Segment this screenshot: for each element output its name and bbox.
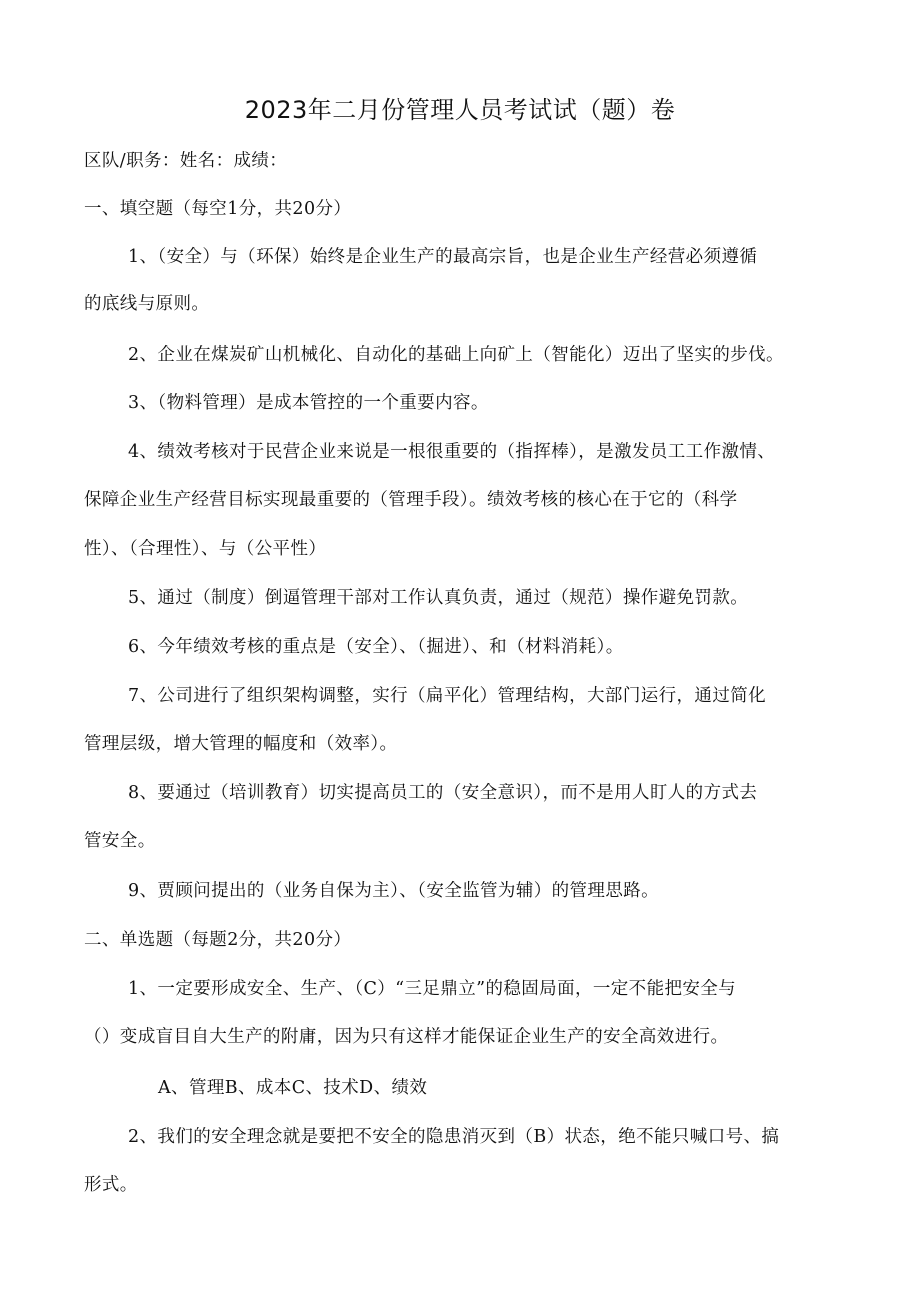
question-2-2-line-1: 2、我们的安全理念就是要把不安全的隐患消灭到（B）状态，绝不能只喊口号、搞 xyxy=(128,1127,780,1147)
question-1-2: 2、企业在煤炭矿山机械化、自动化的基础上向矿上（智能化）迈出了坚实的步伐。 xyxy=(128,345,784,365)
question-1-7-line-2: 管理层级，增大管理的幅度和（效率）。 xyxy=(84,734,398,754)
question-1-1-line-1: 1、（安全）与（环保）始终是企业生产的最高宗旨，也是企业生产经营必须遵循 xyxy=(128,247,758,267)
section-2-heading: 二、单选题（每题2分，共20分） xyxy=(84,930,352,950)
question-1-9: 9、贾顾问提出的（业务自保为主）、（安全监管为辅）的管理思路。 xyxy=(128,881,660,901)
question-1-4-line-1: 4、绩效考核对于民营企业来说是一根很重要的（指挥棒），是激发员工工作激情、 xyxy=(128,442,776,462)
question-1-1-line-2: 的底线与原则。 xyxy=(84,294,210,314)
header-info: 区队/职务：姓名：成绩： xyxy=(84,151,288,171)
question-2-2-line-2: 形式。 xyxy=(84,1175,138,1195)
question-1-3: 3、（物料管理）是成本管控的一个重要内容。 xyxy=(128,393,489,413)
question-1-7-line-1: 7、公司进行了组织架构调整，实行（扁平化）管理结构，大部门运行，通过简化 xyxy=(128,686,767,706)
question-2-1-line-1: 1、一定要形成安全、生产、（C）“三足鼎立”的稳固局面，一定不能把安全与 xyxy=(128,979,737,999)
question-1-5: 5、通过（制度）倒逼管理干部对工作认真负责，通过（规范）操作避免罚款。 xyxy=(128,588,749,608)
question-1-6: 6、今年绩效考核的重点是（安全）、（掘进）、和（材料消耗）。 xyxy=(128,637,624,657)
exam-title: 2023年二月份管理人员考试试（题）卷 xyxy=(244,96,676,124)
section-1-heading: 一、填空题（每空1分，共20分） xyxy=(84,199,352,219)
question-1-4-line-3: 性）、（合理性）、与（公平性） xyxy=(84,539,327,559)
question-2-1-line-2: （）变成盲目自大生产的附庸，因为只有这样才能保证企业生产的安全高效进行。 xyxy=(84,1027,729,1047)
question-1-8-line-1: 8、要通过（培训教育）切实提高员工的（安全意识），而不是用人盯人的方式去 xyxy=(128,783,758,803)
question-1-4-line-2: 保障企业生产经营目标实现最重要的（管理手段）。绩效考核的核心在于它的（科学 xyxy=(84,490,738,510)
question-1-8-line-2: 管安全。 xyxy=(84,831,156,851)
question-2-1-options: A、管理B、成本C、技术D、绩效 xyxy=(158,1078,428,1098)
